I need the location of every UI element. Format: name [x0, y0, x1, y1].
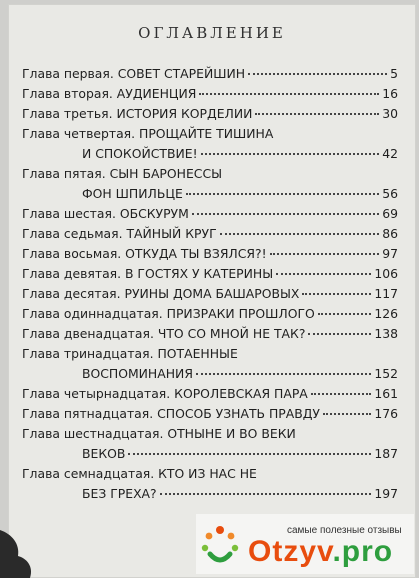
toc-entry-line — [22, 204, 398, 224]
toc-entry — [22, 384, 398, 404]
dot-leader — [186, 193, 379, 195]
dot-leader — [192, 213, 379, 215]
page-number: 56 — [382, 186, 398, 201]
chapter-title: ВОСПОМИНАНИЯ — [82, 366, 193, 381]
toc-entry — [22, 224, 398, 244]
chapter-title: Глава седьмая. ТАЙНЫЙ КРУГ — [22, 226, 217, 241]
toc-entry-line — [22, 384, 398, 404]
toc-entry — [22, 164, 398, 204]
corner-decoration — [0, 520, 40, 578]
dot-leader — [196, 373, 371, 375]
toc-entry — [22, 404, 398, 424]
toc-entry — [22, 264, 398, 284]
page-number: 126 — [374, 306, 398, 321]
chapter-title: ВЕКОВ — [82, 446, 126, 461]
toc-entry-line — [22, 344, 398, 364]
dot-leader — [128, 453, 371, 455]
chapter-title: Глава шестнадцатая. ОТНЫНЕ И ВО ВЕКИ — [22, 426, 296, 441]
toc-entry-line — [22, 244, 398, 264]
chapter-title: И СПОКОЙСТВИЕ! — [82, 146, 198, 161]
dot-leader — [302, 293, 371, 295]
toc-entry — [22, 424, 398, 464]
dot-leader — [160, 493, 372, 495]
page-number: 117 — [374, 286, 398, 301]
dot-leader — [201, 153, 380, 155]
page-number: 138 — [374, 326, 398, 341]
chapter-title: Глава восьмая. ОТКУДА ТЫ ВЗЯЛСЯ?! — [22, 246, 267, 261]
chapter-title: Глава вторая. АУДИЕНЦИЯ — [22, 86, 197, 101]
page-number: 161 — [374, 386, 398, 401]
dot-leader — [276, 273, 371, 275]
dot-leader — [318, 313, 372, 315]
toc-entry-line — [22, 184, 398, 204]
dot-leader — [311, 393, 372, 395]
toc-entry-line — [22, 304, 398, 324]
toc-entry-line — [22, 104, 398, 124]
toc-entry — [22, 344, 398, 384]
otzyv-logo-icon — [196, 522, 244, 572]
dot-leader — [323, 413, 371, 415]
dot-leader — [270, 253, 380, 255]
chapter-title: Глава пятнадцатая. СПОСОБ УЗНАТЬ ПРАВДУ — [22, 406, 320, 421]
toc-entry — [22, 84, 398, 104]
toc-entry-line — [22, 404, 398, 424]
chapter-title: Глава первая. СОВЕТ СТАРЕЙШИН — [22, 66, 246, 81]
watermark-caption: самые полезные отзывы — [287, 525, 402, 536]
toc-entry-line — [22, 224, 398, 244]
dot-leader — [248, 73, 387, 75]
page-number: 86 — [382, 226, 398, 241]
toc-entry-line — [22, 144, 398, 164]
page-number: 42 — [382, 146, 398, 161]
book-page — [8, 4, 416, 578]
toc-entry-line — [22, 164, 398, 184]
page-number: 106 — [374, 266, 398, 281]
toc-entry-line — [22, 424, 398, 444]
chapter-title: Глава четырнадцатая. КОРОЛЕВСКАЯ ПАРА — [22, 386, 308, 401]
toc-entry — [22, 124, 398, 164]
toc-entry — [22, 64, 398, 84]
chapter-title: Глава одиннадцатая. ПРИЗРАКИ ПРОШЛОГО — [22, 306, 315, 321]
watermark-logo[interactable] — [248, 535, 393, 569]
toc-entry-line — [22, 264, 398, 284]
watermark-logo-domain: .pro — [332, 535, 394, 568]
toc-title: ОГЛАВЛЕНИЕ — [138, 24, 286, 42]
page-number: 152 — [374, 366, 398, 381]
chapter-title: Глава двенадцатая. ЧТО СО МНОЙ НЕ ТАК? — [22, 326, 306, 341]
page-number: 197 — [374, 486, 398, 501]
chapter-title: Глава третья. ИСТОРИЯ КОРДЕЛИИ — [22, 106, 253, 121]
chapter-title: Глава десятая. РУИНЫ ДОМА БАШАРОВЫХ — [22, 286, 300, 301]
toc-entry-line — [22, 464, 398, 484]
chapter-title: Глава пятая. СЫН БАРОНЕССЫ — [22, 166, 223, 181]
dot-leader — [199, 93, 379, 95]
dot-leader — [255, 113, 379, 115]
page-number: 187 — [374, 446, 398, 461]
dot-leader — [308, 333, 371, 335]
chapter-title: Глава четвертая. ПРОЩАЙТЕ ТИШИНА — [22, 126, 274, 141]
toc-entry-line — [22, 444, 398, 464]
toc-entry-line — [22, 324, 398, 344]
toc-entry-line — [22, 364, 398, 384]
toc-entry — [22, 304, 398, 324]
toc-entry — [22, 204, 398, 224]
page-number: 97 — [382, 246, 398, 261]
watermark-logo-main: Otzyv — [248, 535, 333, 568]
toc-entry-line — [22, 284, 398, 304]
page-number: 30 — [382, 106, 398, 121]
chapter-title: Глава девятая. В ГОСТЯХ У КАТЕРИНЫ — [22, 266, 274, 281]
toc-entry — [22, 244, 398, 264]
chapter-title: БЕЗ ГРЕХА? — [82, 486, 157, 501]
toc-list — [22, 64, 398, 504]
toc-entry — [22, 324, 398, 344]
toc-entry — [22, 284, 398, 304]
chapter-title: Глава тринадцатая. ПОТАЕННЫЕ — [22, 346, 238, 361]
chapter-title: Глава семнадцатая. КТО ИЗ НАС НЕ — [22, 466, 257, 481]
page-number: 16 — [382, 86, 398, 101]
toc-entry-line — [22, 124, 398, 144]
chapter-title: Глава шестая. ОБСКУРУМ — [22, 206, 189, 221]
page-number: 176 — [374, 406, 398, 421]
toc-entry-line — [22, 84, 398, 104]
toc-entry-line — [22, 484, 398, 504]
dot-leader — [220, 233, 380, 235]
chapter-title: ФОН ШПИЛЬЦЕ — [82, 186, 183, 201]
toc-entry-line — [22, 64, 398, 84]
page-number: 69 — [382, 206, 398, 221]
toc-entry — [22, 464, 398, 504]
toc-entry — [22, 104, 398, 124]
page-number: 5 — [390, 66, 398, 81]
